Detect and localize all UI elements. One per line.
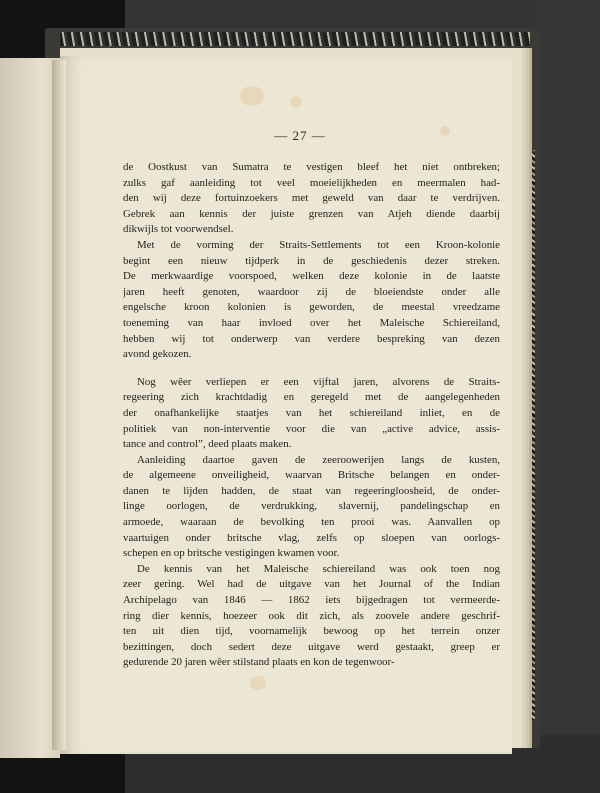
text-line: gedurende 20 jaren wêer stilstand plaats en kon de tegenwoor-	[123, 656, 395, 669]
paragraph	[123, 562, 500, 671]
text-line: jaren heeft genoten, waardoor zij de bloeiendste onder alle	[123, 285, 500, 298]
text-line: de algemeene onveiligheid, waarvan Britsche belangen en onder-	[123, 469, 500, 482]
paragraph-gap	[123, 363, 500, 375]
text-line: ten uit dien tijd, voornamelijk bewoog op het terrein onzer	[123, 625, 500, 638]
left-page	[0, 58, 60, 758]
text-line: tance and control”, deed plaats maken.	[123, 438, 292, 451]
paragraph	[123, 238, 500, 363]
page-number: — 27 —	[274, 128, 326, 143]
text-line: politiek van non-interventie voor die van „active advice, assis-	[123, 422, 500, 435]
text-line: danen te lijden hadden, de staat van regeeringloosheid, de onder-	[123, 484, 500, 497]
text-line: begint een nieuw tijdperk in de geschiedenis dezer streken.	[123, 254, 500, 267]
text-line: der onafhankelijke staatjes van het schiereiland inliet, en de	[123, 406, 500, 419]
text-line: linge oorlogen, de verdrukking, slavernij, pandelingschap en	[123, 500, 500, 513]
text-line: De merkwaardige voorspoed, welken deze kolonie in de laatste	[123, 270, 500, 283]
text-line: Nog wêer verliepen er een vijftal jaren, alvorens de Straits-	[137, 375, 500, 388]
text-line: vaartuigen onder britsche vlag, zelfs op sloepen van oorlogs-	[123, 531, 500, 544]
foxing-spot	[240, 86, 264, 106]
text-line: Aanleiding daartoe gaven de zeeroowerijen langs de kusten,	[137, 453, 500, 466]
paragraph	[123, 453, 500, 562]
text-line: armoede, waaraan de bevolking ten prooi was. Aanvallen op	[123, 516, 500, 529]
foxing-spot	[250, 676, 266, 690]
text-line: toeneming van haar invloed over het Maleische Schiereiland,	[123, 316, 500, 329]
foxing-spot	[290, 96, 302, 108]
backdrop-right	[535, 0, 600, 793]
text-line: Archipelago van 1846 — 1862 iets bijgedragen tot vermeerde-	[123, 594, 500, 607]
text-line: bezittingen, doch sedert deze uitgave werd gestaakt, greep er	[123, 640, 500, 653]
text-line: den wij deze fortuinzoekers met geweld van daar te verdrijven.	[123, 192, 500, 205]
text-line: dikwijls tot voorwendsel.	[123, 223, 234, 236]
text-line: Gebrek aan kennis der juiste grenzen van Atjeh diende daarbij	[123, 207, 500, 220]
text-line: zulks gaf aanleiding tot veel moeielijkheden en meermalen had-	[123, 176, 500, 189]
text-line: engelsche kroon kolonien is geworden, de meestal vreedzame	[123, 301, 500, 314]
text-line: regeering zich krachtdadig en geregeld met de aangelegenheden	[123, 391, 500, 404]
text-line: avond gekozen.	[123, 348, 192, 361]
text-line: de Oostkust van Sumatra te vestigen bleef het niet ontbreken;	[123, 161, 500, 173]
marbled-top-edge	[60, 32, 530, 46]
text-line: hebben wij tot onderwerp van verdere bespreking van dezen	[123, 332, 500, 345]
body-text	[123, 160, 500, 671]
text-line: zeer gering. Wel had de uitgave van het Journal of the Indian	[123, 578, 500, 591]
page-gutter	[52, 60, 66, 750]
text-line: schepen en op britsche vestigingen kwamen voor.	[123, 547, 340, 560]
text-line: Met de vorming der Straits-Settlements tot een Kroon-kolonie	[137, 238, 500, 251]
text-line: De kennis van het Maleische schiereiland was ook toen nog	[137, 562, 500, 575]
paragraph	[123, 375, 500, 453]
text-line: ring dier kennis, hoezeer ook dit zich, als zoovele andere geschrif-	[123, 609, 500, 622]
paragraph	[123, 160, 500, 238]
